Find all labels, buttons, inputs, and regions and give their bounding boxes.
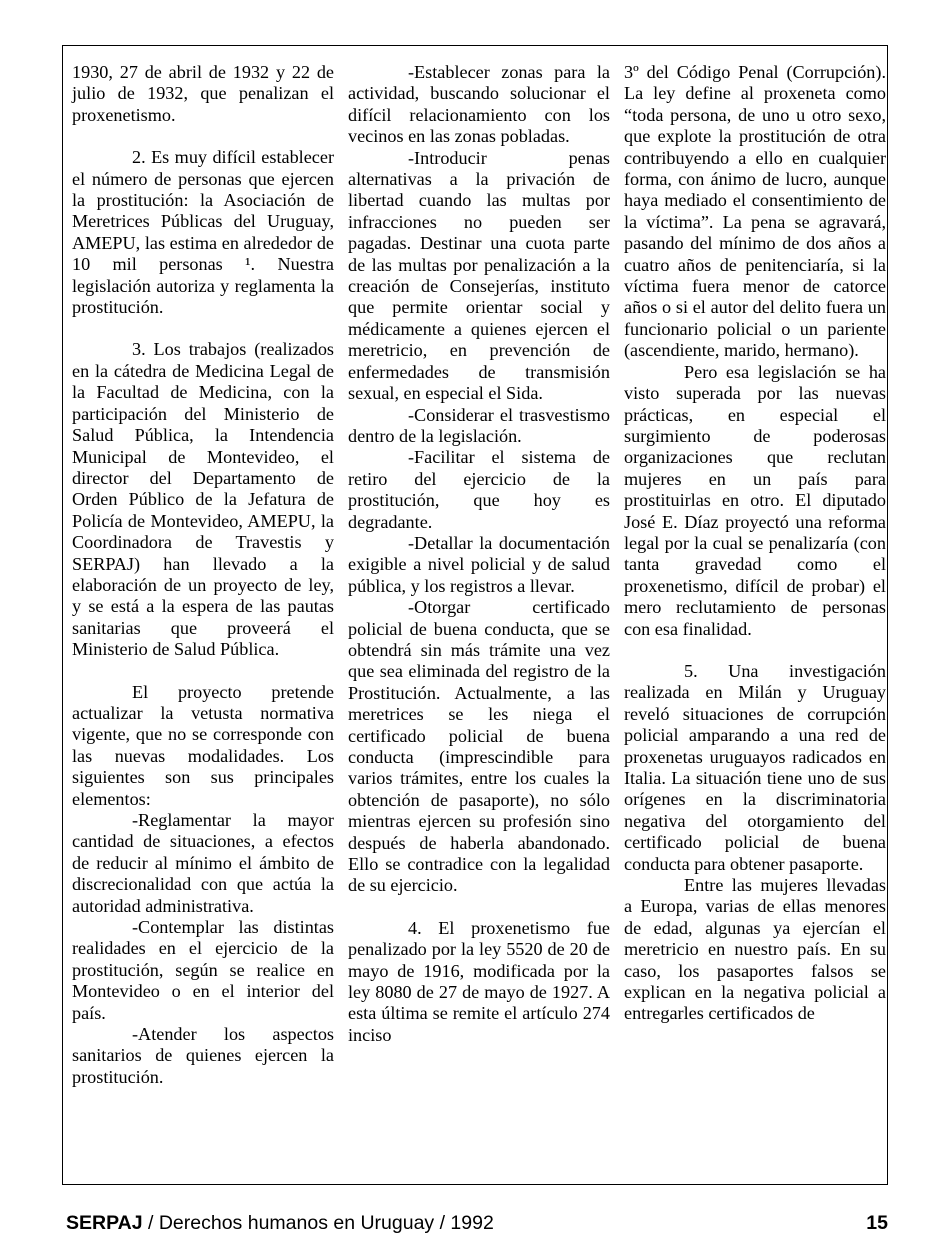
list-item: -Reglamentar la mayor cantidad de situaciones, a efectos de reducir al mínimo el ámbito de discrecionalidad con que actúa la autoridad administrativa. — [72, 810, 334, 916]
paragraph: 5. Una investigación realizada en Milán y Uruguay reveló situaciones de corrupción policial amparando a una red de proxenetas uruguayos radicados en Italia. La situación tiene uno de sus orígenes en la discriminatoria negativa del otorgamiento del certificado policial de buena conducta para obtener pasaporte. — [624, 660, 886, 874]
footer-text: / Derechos humanos en Uruguay / 1992 — [142, 1212, 494, 1234]
paragraph: 4. El proxenetismo fue penalizado por la ley 5520 de 20 de mayo de 1916, modificada por la ley 8080 de 27 de mayo de 1927. A esta última se remite el artículo 274 inciso — [348, 917, 610, 1045]
footer-brand: SERPAJ — [66, 1212, 143, 1234]
footer-title — [66, 1212, 494, 1235]
list-item: -Considerar el trasvestismo dentro de la legislación. — [348, 404, 610, 446]
list-item: -Otorgar certificado policial de buena conducta, que se obtendrá sin más trámite una vez que sea eliminada del registro de la Prostitución. Actualmente, a las meretrices se les niega el certificado policial de buena conducta (imprescindible para varios trámites, entre los cuales la obtención de pasaporte), no sólo mientras ejercen su profesión sino después de haberla abandonado. Ello se contradice con la legalidad de su ejercicio. — [348, 597, 610, 896]
paragraph: 2. Es muy difícil establecer el número de personas que ejercen la prostitución: la Asociación de Meretrices Públicas del Uruguay, AMEPU, las estima en alrededor de 10 mil personas ¹. Nuestra legislación autoriza y reglamenta la prostitución. — [72, 147, 334, 318]
column-2 — [348, 62, 610, 1046]
list-item: -Establecer zonas para la actividad, buscando solucionar el difícil relacionamiento con los vecinos en las zonas pobladas. — [348, 62, 610, 147]
paragraph: 3º del Código Penal (Corrupción). La ley define al proxeneta como “toda persona, de uno u otro sexo, que explote la prostitución de otra contribuyendo a ello en cualquier forma, con ánimo de lucro, aunque haya mediado el consentimiento de la víctima”. La pena se agravará, pasando del mínimo de dos años a cuatro años de penitenciaría, si la víctima fuera menor de catorce años o si el autor del delito fuera un funcionario policial o un pariente (ascendiente, marido, hermano). — [624, 62, 886, 361]
list-item: -Introducir penas alternativas a la privación de libertad cuando las multas por infracciones no pueden ser pagadas. Destinar una cuota parte de las multas por penalización a la creación de Consejerías, instituto que permite orientar social y médicamente a quienes ejercen el meretricio, en prevención de enfermedades de transmisión sexual, en especial el Sida. — [348, 147, 610, 404]
paragraph: 1930, 27 de abril de 1932 y 22 de julio de 1932, que penalizan el proxenetismo. — [72, 62, 334, 125]
paragraph: Entre las mujeres llevadas a Europa, varias de ellas menores de edad, algunas ya ejercían el meretricio en nuestro país. En su caso, los pasaportes falsos se explican en la negativa policial a entregarles certificados de — [624, 875, 886, 1024]
list-item: -Contemplar las distintas realidades en el ejercicio de la prostitución, según se realice en Montevideo o en el interior del país. — [72, 917, 334, 1023]
page-number: 15 — [866, 1212, 888, 1234]
list-item: -Facilitar el sistema de retiro del ejercicio de la prostitución, que hoy es degradante. — [348, 447, 610, 532]
column-3 — [624, 62, 886, 1025]
paragraph: Pero esa legislación se ha visto superada por las nuevas prácticas, en especial el surgimiento de poderosas organizaciones que reclutan mujeres en un país para prostituirlas en otro. El diputado José E. Díaz proyectó una reforma legal por la cual se penalizaría (con tanta gravedad como el proxenetismo, difícil de probar) el mero reclutamiento de personas con esa finalidad. — [624, 361, 886, 639]
paragraph: El proyecto pretende actualizar la vetusta normativa vigente, que no se corresponde con las nuevas modalidades. Los siguientes son sus principales elementos: — [72, 681, 334, 809]
page-footer — [66, 1212, 888, 1238]
column-1 — [72, 62, 334, 1088]
list-item: -Detallar la documentación exigible a nivel policial y de salud pública, y los registros a llevar. — [348, 532, 610, 596]
paragraph: 3. Los trabajos (realizados en la cátedra de Medicina Legal de la Facultad de Medicina, con la participación del Ministerio de Salud Pública, la Intendencia Municipal de Montevideo, el director del Departamento de Orden Público de la Jefatura de Policía de Montevideo, AMEPU, la Coordinadora de Travestis y SERPAJ) han llevado a la elaboración de un proyecto de ley, y se está a la espera de las pautas sanitarias que proveerá el Ministerio de Salud Pública. — [72, 339, 334, 660]
list-item: -Atender los aspectos sanitarios de quienes ejercen la prostitución. — [72, 1024, 334, 1087]
